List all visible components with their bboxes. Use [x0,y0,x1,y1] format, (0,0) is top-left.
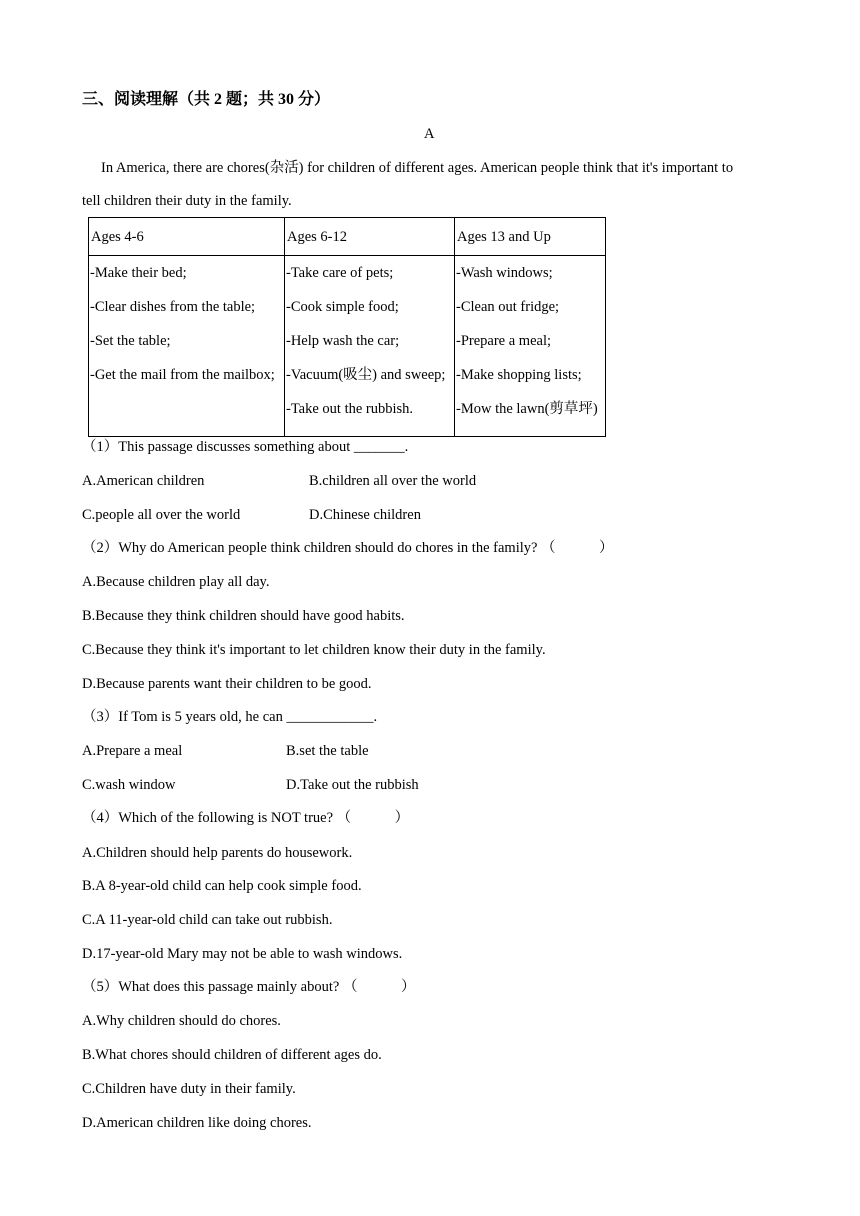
passage-label: A [424,126,435,142]
question-1-option-c[interactable]: C.people all over the world [82,507,241,523]
chores-cell-ages-6-12 [285,256,455,437]
question-4-option-d[interactable]: D.17-year-old Mary may not be able to wash windows. [82,946,403,962]
question-5-option-d[interactable]: D.American children like doing chores. [82,1115,312,1131]
chore-item: -Make their bed; [90,265,187,281]
chore-item: -Mow the lawn(剪草坪) [456,401,598,417]
question-5-option-b[interactable]: B.What chores should children of different ages do. [82,1047,382,1063]
chore-item: -Help wash the car; [286,333,400,349]
chore-item: -Clear dishes from the table; [90,299,256,315]
chore-item: -Get the mail from the mailbox; [90,367,275,383]
chore-item: -Wash windows; [456,265,553,281]
question-4-option-a[interactable]: A.Children should help parents do housework. [82,845,353,861]
question-3-stem: （3）If Tom is 5 years old, he can ____________. [82,709,378,725]
chore-item: -Take out the rubbish. [286,401,414,417]
question-4-stem: （4）Which of the following is NOT true? （ ） [82,810,410,826]
question-3-option-d[interactable]: D.Take out the rubbish [286,777,419,793]
chore-item: -Take care of pets; [286,265,394,281]
chore-item: -Prepare a meal; [456,333,552,349]
question-4-option-c[interactable]: C.A 11-year-old child can take out rubbish. [82,912,333,928]
header-ages-6-12: Ages 6-12 [285,218,455,256]
question-1-stem: （1）This passage discusses something about _______. [82,439,409,455]
chore-item: -Vacuum(吸尘) and sweep; [286,367,446,383]
question-5-stem: （5）What does this passage mainly about? （ ） [82,979,416,995]
question-3-option-b[interactable]: B.set the table [286,743,369,759]
intro-line-1: In America, there are chores(杂活) for children of different ages. American people think that it's important to [101,160,734,176]
section-heading: 三、阅读理解（共 2 题；共 30 分） [82,91,331,108]
question-3-option-a[interactable]: A.Prepare a meal [82,743,183,759]
chore-item: -Cook simple food; [286,299,399,315]
question-2-option-c[interactable]: C.Because they think it's important to let children know their duty in the family. [82,642,546,658]
chore-item: -Clean out fridge; [456,299,560,315]
chore-item: -Set the table; [90,333,171,349]
question-5-option-a[interactable]: A.Why children should do chores. [82,1013,281,1029]
question-2-option-b[interactable]: B.Because they think children should have good habits. [82,608,405,624]
question-2-option-a[interactable]: A.Because children play all day. [82,574,270,590]
question-2-option-d[interactable]: D.Because parents want their children to be good. [82,676,372,692]
table-header-row [89,218,606,256]
table-body-row [89,256,606,437]
header-ages-13-up: Ages 13 and Up [455,218,606,256]
chores-cell-ages-4-6 [89,256,285,437]
chores-table [88,217,606,437]
question-1-option-d[interactable]: D.Chinese children [309,507,421,523]
question-1-option-a[interactable]: A.American children [82,473,205,489]
question-2-stem: （2）Why do American people think children should do chores in the family? （ ） [82,540,614,556]
intro-line-2: tell children their duty in the family. [82,193,292,209]
question-4-option-b[interactable]: B.A 8-year-old child can help cook simple food. [82,878,362,894]
question-3-option-c[interactable]: C.wash window [82,777,176,793]
chores-cell-ages-13-up [455,256,606,437]
question-5-option-c[interactable]: C.Children have duty in their family. [82,1081,296,1097]
question-1-option-b[interactable]: B.children all over the world [309,473,477,489]
chore-item: -Make shopping lists; [456,367,582,383]
header-ages-4-6: Ages 4-6 [89,218,285,256]
